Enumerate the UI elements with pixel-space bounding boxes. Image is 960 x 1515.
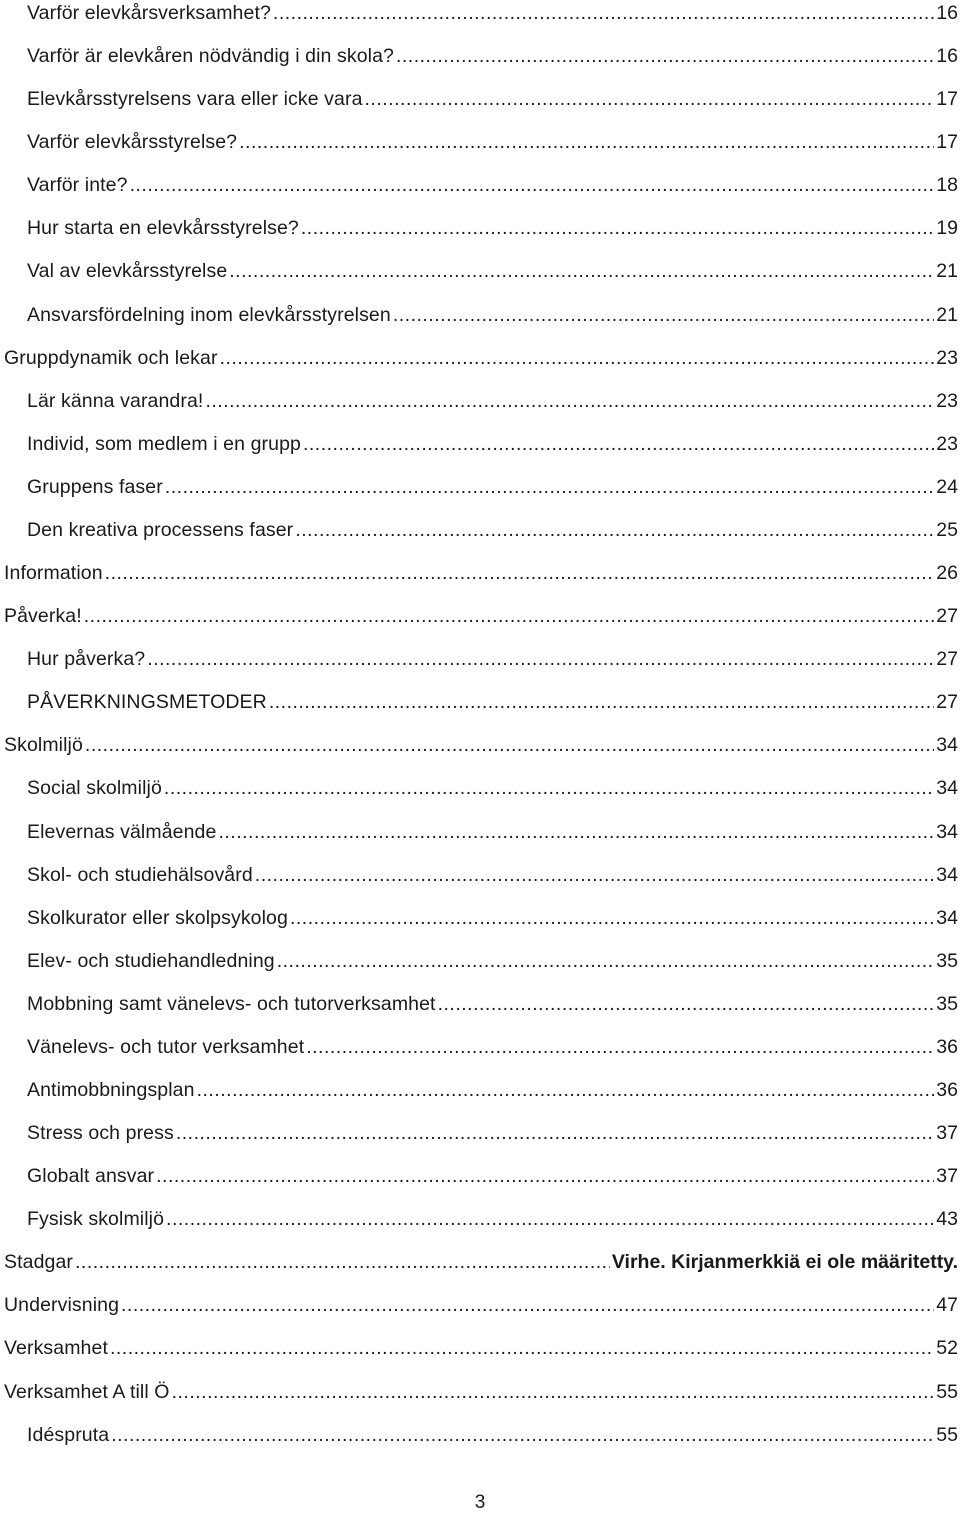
toc-entry[interactable] [0, 256, 960, 286]
toc-dot-leader [172, 1377, 935, 1407]
toc-entry-page: Virhe. Kirjanmerkkiä ei ole määritetty. [611, 1251, 958, 1274]
toc-entry-label: Påverka! [4, 605, 82, 628]
page-number: 3 [474, 1492, 486, 1513]
toc-entry-page: 16 [936, 2, 958, 24]
toc-entry-page: 19 [936, 217, 958, 240]
toc-entry[interactable] [0, 127, 960, 157]
toc-entry[interactable] [0, 1377, 960, 1407]
toc-dot-leader [130, 170, 935, 200]
toc-dot-leader [301, 213, 934, 243]
toc-entry-label: Elevkårsstyrelsens vara eller icke vara [27, 88, 363, 111]
toc-entry-page: 16 [936, 45, 958, 68]
toc-entry-label: Verksamhet [4, 1337, 108, 1360]
toc-entry-page: 43 [936, 1208, 958, 1231]
toc-entry[interactable] [0, 1333, 960, 1363]
toc-entry-page: 23 [936, 346, 958, 369]
toc-entry-label: Den kreativa processens faser [27, 518, 294, 541]
toc-entry-page: 34 [936, 863, 958, 886]
toc-entry-page: 21 [936, 303, 958, 326]
toc-dot-leader [110, 1333, 934, 1363]
toc-entry-label: Stress och press [27, 1122, 174, 1145]
toc-dot-leader [176, 1118, 934, 1148]
toc-entry-page: 26 [936, 562, 958, 585]
toc-dot-leader [295, 515, 934, 545]
toc-entry-label: Gruppdynamik och lekar [4, 346, 218, 369]
toc-entry-label: Varför är elevkåren nödvändig i din skola? [27, 45, 394, 68]
toc-entry[interactable] [0, 170, 960, 200]
toc-entry[interactable] [0, 558, 960, 588]
toc-entry[interactable] [0, 386, 960, 416]
toc-dot-leader [239, 127, 934, 157]
toc-dot-leader [75, 1247, 610, 1277]
toc-entry-page: 36 [936, 1035, 958, 1058]
toc-entry[interactable] [0, 989, 960, 1019]
toc-entry-page: 17 [936, 88, 958, 111]
toc-entry-label: Hur påverka? [27, 648, 146, 671]
toc-dot-leader [156, 1161, 934, 1191]
toc-dot-leader [269, 687, 934, 717]
toc-entry-label: Varför elevkårsverksamhet? [27, 2, 271, 24]
toc-entry[interactable] [0, 213, 960, 243]
toc-entry[interactable] [0, 1161, 960, 1191]
toc-entry-page: 27 [936, 648, 958, 671]
toc-dot-leader [84, 601, 935, 631]
toc-dot-leader [306, 1032, 934, 1062]
toc-entry-page: 25 [936, 518, 958, 541]
toc-entry-page: 21 [936, 260, 958, 283]
toc-dot-leader [147, 644, 934, 674]
toc-entry-label: Undervisning [4, 1294, 120, 1317]
toc-dot-leader [164, 773, 934, 803]
toc-entry-page: 27 [936, 691, 958, 714]
toc-entry-label: Ansvarsfördelning inom elevkårsstyrelsen [27, 303, 391, 326]
toc-entry[interactable] [0, 1032, 960, 1062]
toc-entry[interactable] [0, 860, 960, 890]
toc-dot-leader [229, 256, 934, 286]
toc-entry-page: 23 [936, 389, 958, 412]
toc-entry[interactable] [0, 730, 960, 760]
toc-dot-leader [205, 386, 934, 416]
toc-entry-label: Val av elevkårsstyrelse [27, 260, 228, 283]
toc-entry[interactable] [0, 773, 960, 803]
toc-dot-leader [396, 41, 934, 71]
toc-entry-label: Idéspruta [27, 1423, 110, 1446]
toc-entry[interactable] [0, 0, 960, 28]
toc-entry-page: 36 [936, 1079, 958, 1101]
toc-entry-page: 34 [936, 777, 958, 800]
toc-entry-page: 35 [936, 949, 958, 972]
toc-entry[interactable] [0, 1420, 960, 1450]
toc-entry-label: Varför elevkårsstyrelse? [27, 131, 238, 154]
toc-entry[interactable] [0, 817, 960, 847]
toc-entry-page: 17 [936, 131, 958, 154]
toc-entry-label: Varför inte? [27, 174, 128, 197]
toc-entry-page: 18 [936, 174, 958, 197]
toc-entry-label: Vänelevs- och tutor verksamhet [27, 1035, 305, 1058]
toc-entry-label: Mobbning samt vänelevs- och tutorverksamhet [27, 992, 436, 1015]
toc-dot-leader [218, 817, 934, 847]
toc-entry-label: Skol- och studiehälsovård [27, 863, 253, 886]
toc-dot-leader [273, 0, 934, 28]
toc-dot-leader [121, 1290, 934, 1320]
toc-entry-page: 23 [936, 432, 958, 455]
toc-entry[interactable] [0, 644, 960, 674]
toc-dot-leader [438, 989, 935, 1019]
toc-entry-page: 47 [936, 1294, 958, 1317]
toc-entry[interactable] [0, 41, 960, 71]
toc-entry-page: 52 [936, 1337, 958, 1360]
toc-dot-leader [165, 472, 934, 502]
toc-entry-label: Verksamhet A till Ö [4, 1380, 170, 1403]
toc-entry[interactable] [0, 601, 960, 631]
toc-entry-label: Gruppens faser [27, 475, 163, 498]
toc-entry-page: 35 [936, 992, 958, 1015]
toc-entry-label: Hur starta en elevkårsstyrelse? [27, 217, 299, 240]
toc-dot-leader [111, 1420, 934, 1450]
toc-entry-label: Individ, som medlem i en grupp [27, 432, 301, 455]
toc-entry[interactable] [0, 515, 960, 545]
toc-dot-leader [255, 860, 935, 890]
toc-entry[interactable] [0, 903, 960, 933]
toc-dot-leader [197, 1075, 935, 1105]
toc-dot-leader [290, 903, 934, 933]
toc-entry-page: 55 [936, 1423, 958, 1446]
toc-entry[interactable] [0, 429, 960, 459]
toc-entry-page: 34 [936, 906, 958, 929]
toc-entry[interactable] [0, 300, 960, 330]
toc-entry-label: Social skolmiljö [27, 777, 162, 800]
toc-dot-leader [393, 300, 934, 330]
toc-entry-label: Globalt ansvar [27, 1165, 155, 1188]
toc-entry-page: 55 [936, 1380, 958, 1403]
toc-entry-label: Information [4, 562, 103, 585]
toc-entry[interactable] [0, 343, 960, 373]
toc-dot-leader [365, 84, 935, 114]
toc-entry[interactable] [0, 472, 960, 502]
toc-entry-label: Elev- och studiehandledning [27, 949, 275, 972]
toc-entry[interactable] [0, 946, 960, 976]
toc-entry-label: Skolmiljö [4, 734, 83, 757]
toc-entry[interactable] [0, 1290, 960, 1320]
toc-entry[interactable] [0, 1075, 960, 1105]
toc-entry[interactable] [0, 1204, 960, 1234]
toc-entry[interactable] [0, 1118, 960, 1148]
toc-entry-label: Antimobbningsplan [27, 1079, 195, 1101]
toc-entry-label: PÅVERKNINGSMETODER [27, 691, 267, 714]
toc-entry[interactable] [0, 1247, 960, 1277]
toc-dot-leader [85, 730, 934, 760]
toc-entry-label: Elevernas välmående [27, 820, 217, 843]
toc-entry-page: 37 [936, 1165, 958, 1188]
toc-entry-label: Fysisk skolmiljö [27, 1208, 165, 1231]
toc-entry-label: Lär känna varandra! [27, 389, 204, 412]
toc-dot-leader [303, 429, 934, 459]
toc-dot-leader [105, 558, 935, 588]
toc-entry[interactable] [0, 687, 960, 717]
toc-entry[interactable] [0, 84, 960, 114]
toc-entry-page: 24 [936, 475, 958, 498]
toc-entry-page: 34 [936, 820, 958, 843]
toc-entry-label: Stadgar [4, 1251, 73, 1274]
toc-entry-page: 27 [936, 605, 958, 628]
toc-entry-page: 37 [936, 1122, 958, 1145]
toc-entry-label: Skolkurator eller skolpsykolog [27, 906, 288, 929]
toc-dot-leader [220, 343, 935, 373]
toc-dot-leader [166, 1204, 934, 1234]
toc-dot-leader [277, 946, 935, 976]
toc-entry-page: 34 [936, 734, 958, 757]
